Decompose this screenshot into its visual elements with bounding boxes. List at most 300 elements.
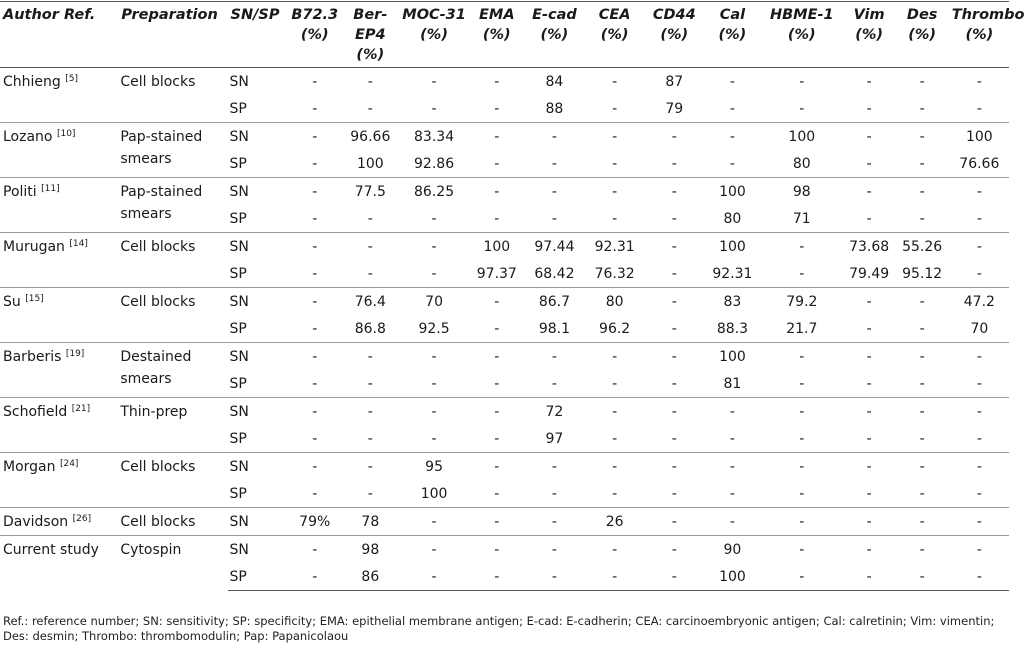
value-cell: - xyxy=(523,343,585,371)
value-cell: - xyxy=(671,321,677,337)
snsp-cell: SN xyxy=(228,123,287,151)
value-cell: - xyxy=(612,376,618,392)
value-cell: - xyxy=(523,563,585,591)
value-cell: - xyxy=(367,74,373,90)
value-cell: - xyxy=(919,376,925,392)
preparation-cell: Pap-stained smears xyxy=(118,178,227,233)
author-cell xyxy=(0,343,118,398)
value-cell: 86.25 xyxy=(398,178,470,206)
value-cell: - xyxy=(671,486,677,502)
author-cell xyxy=(0,536,118,591)
column-header: Des (%) xyxy=(895,2,950,68)
snsp-cell: SP xyxy=(229,431,247,447)
value-cell: - xyxy=(343,233,398,261)
value-cell: - xyxy=(950,398,1009,426)
snsp-cell: SP xyxy=(228,563,287,591)
value-cell: - xyxy=(844,123,895,151)
value-cell: - xyxy=(895,563,950,591)
value-cell: - xyxy=(760,508,844,536)
value-cell: - xyxy=(523,178,585,206)
value-cell: - xyxy=(844,563,895,591)
value-cell: - xyxy=(799,431,805,447)
value-cell: - xyxy=(312,211,318,227)
value-cell: - xyxy=(866,376,872,392)
value-cell: - xyxy=(644,536,705,564)
value-cell: - xyxy=(644,563,705,591)
author-cell xyxy=(0,453,118,508)
value-cell: - xyxy=(844,178,895,206)
author-name: Su xyxy=(3,294,21,310)
value-cell: - xyxy=(919,321,925,337)
value-cell: - xyxy=(470,398,523,426)
value-cell: 100 xyxy=(705,563,760,591)
table-row xyxy=(0,536,1009,564)
value-cell: - xyxy=(287,288,343,316)
value-cell: 97 xyxy=(545,431,564,447)
value-cell: 92.31 xyxy=(586,233,644,261)
value-cell: 95.12 xyxy=(902,266,943,282)
value-cell: 72 xyxy=(523,398,585,426)
author-cell xyxy=(0,288,118,343)
value-cell: 55.26 xyxy=(895,233,950,261)
value-cell: - xyxy=(367,101,373,117)
value-cell: - xyxy=(523,536,585,564)
value-cell: - xyxy=(866,211,872,227)
value-cell: - xyxy=(470,508,523,536)
preparation-cell: Destained smears xyxy=(118,343,227,398)
value-cell: - xyxy=(644,343,705,371)
value-cell: - xyxy=(866,156,872,172)
author-name: Politi xyxy=(3,184,37,200)
value-cell: - xyxy=(287,233,343,261)
value-cell: - xyxy=(919,156,925,172)
value-cell: - xyxy=(398,536,470,564)
value-cell: 80 xyxy=(792,156,811,172)
value-cell: - xyxy=(431,376,437,392)
reference-number: [15] xyxy=(25,294,44,304)
value-cell: - xyxy=(950,343,1009,371)
preparation-cell: Cell blocks xyxy=(118,288,227,343)
value-cell: 79 xyxy=(665,101,684,117)
value-cell: 98 xyxy=(760,178,844,206)
value-cell: - xyxy=(799,486,805,502)
value-cell: - xyxy=(470,536,523,564)
value-cell: - xyxy=(705,123,760,151)
snsp-cell: SP xyxy=(229,321,247,337)
column-header: E-cad (%) xyxy=(523,2,585,68)
snsp-cell: SP xyxy=(229,211,247,227)
value-cell: 92.5 xyxy=(418,321,450,337)
value-cell: 83 xyxy=(705,288,760,316)
value-cell: - xyxy=(976,376,982,392)
value-cell: - xyxy=(729,101,735,117)
column-header: Ber-EP4 (%) xyxy=(343,2,398,68)
snsp-cell: SN xyxy=(228,233,287,261)
value-cell: - xyxy=(367,486,373,502)
value-cell: - xyxy=(844,453,895,481)
value-cell: - xyxy=(760,398,844,426)
value-cell: - xyxy=(671,266,677,282)
value-cell: - xyxy=(367,266,373,282)
snsp-cell: SN xyxy=(228,288,287,316)
value-cell: - xyxy=(312,321,318,337)
table-header xyxy=(0,2,1024,68)
value-cell: - xyxy=(612,156,618,172)
column-header: SN/SP xyxy=(228,2,287,68)
preparation-cell: Cell blocks xyxy=(118,453,227,508)
value-cell: - xyxy=(470,123,523,151)
value-cell: - xyxy=(312,486,318,502)
value-cell: 98.1 xyxy=(538,321,571,337)
value-cell: - xyxy=(919,486,925,502)
value-cell: 88.3 xyxy=(716,321,749,337)
value-cell: - xyxy=(644,453,705,481)
value-cell: - xyxy=(586,563,644,591)
value-cell: 98 xyxy=(343,536,398,564)
value-cell: - xyxy=(343,398,398,426)
author-cell xyxy=(0,178,118,233)
value-cell: - xyxy=(431,266,437,282)
reference-number: [11] xyxy=(41,184,60,194)
value-cell: - xyxy=(470,453,523,481)
column-header: B72.3 (%) xyxy=(287,2,343,68)
table-row xyxy=(0,68,1009,96)
value-cell: - xyxy=(644,178,705,206)
value-cell: 100 xyxy=(356,156,384,172)
value-cell: 100 xyxy=(760,123,844,151)
value-cell: - xyxy=(586,536,644,564)
value-cell: - xyxy=(866,486,872,502)
value-cell: - xyxy=(976,211,982,227)
value-cell: - xyxy=(431,211,437,227)
reference-number: [26] xyxy=(72,514,92,524)
value-cell: 86.8 xyxy=(354,321,386,337)
value-cell: - xyxy=(760,343,844,371)
value-cell: - xyxy=(844,343,895,371)
author-name: Current study xyxy=(3,542,99,558)
value-cell: - xyxy=(705,453,760,481)
value-cell: 76.4 xyxy=(343,288,398,316)
value-cell: - xyxy=(470,178,523,206)
value-cell: - xyxy=(431,101,437,117)
reference-number: [19] xyxy=(65,349,85,359)
author-name: Barberis xyxy=(3,349,62,365)
value-cell: - xyxy=(343,343,398,371)
value-cell: 96.2 xyxy=(599,321,631,337)
snsp-cell: SP xyxy=(229,101,247,117)
value-cell: - xyxy=(729,486,735,502)
value-cell: - xyxy=(895,178,950,206)
value-cell: - xyxy=(976,431,982,447)
preparation-cell: Cell blocks xyxy=(118,508,227,536)
column-header: MOC-31 (%) xyxy=(398,2,470,68)
value-cell: - xyxy=(919,74,925,90)
value-cell: - xyxy=(729,431,735,447)
value-cell: - xyxy=(866,101,872,117)
table-row xyxy=(0,453,1009,481)
value-cell: - xyxy=(866,431,872,447)
table-row xyxy=(0,178,1009,206)
value-cell: - xyxy=(612,211,618,227)
preparation-cell: Cell blocks xyxy=(120,74,196,90)
value-cell: 77.5 xyxy=(343,178,398,206)
value-cell: - xyxy=(367,431,373,447)
value-cell: - xyxy=(523,123,585,151)
table-row xyxy=(0,288,1009,316)
value-cell: - xyxy=(612,431,618,447)
value-cell: - xyxy=(551,156,557,172)
snsp-cell: SN xyxy=(228,536,287,564)
value-cell: - xyxy=(612,74,618,90)
value-cell: - xyxy=(976,266,982,282)
value-cell: 73.68 xyxy=(844,233,895,261)
value-cell: 21.7 xyxy=(786,321,818,337)
value-cell: 80 xyxy=(586,288,644,316)
value-cell: - xyxy=(844,288,895,316)
preparation-cell: Pap-stained smears xyxy=(118,123,227,178)
value-cell: - xyxy=(644,233,705,261)
value-cell: - xyxy=(705,508,760,536)
value-cell: - xyxy=(895,288,950,316)
value-cell: 90 xyxy=(705,536,760,564)
reference-number: [14] xyxy=(69,239,88,249)
value-cell: - xyxy=(494,376,500,392)
value-cell: - xyxy=(950,453,1009,481)
value-cell: - xyxy=(312,74,318,90)
snsp-cell: SP xyxy=(229,156,247,172)
value-cell: 100 xyxy=(705,343,760,371)
value-cell: - xyxy=(551,211,557,227)
snsp-cell: SN xyxy=(229,74,249,90)
column-header: Cal (%) xyxy=(705,2,760,68)
value-cell: - xyxy=(287,536,343,564)
column-header: Author Ref. xyxy=(0,2,118,68)
value-cell: - xyxy=(586,343,644,371)
value-cell: - xyxy=(844,536,895,564)
value-cell: - xyxy=(950,233,1009,261)
value-cell: - xyxy=(895,398,950,426)
author-cell xyxy=(0,123,118,178)
value-cell: - xyxy=(398,233,470,261)
table-footnote: Ref.: reference number; SN: sensitivity; SP: specificity; EMA: epithelial membrane antigen; E-cad: E-cadherin; CEA: carcinoembryonic antigen; Cal: calretinin; Vim: vimentin; Des: desmin; Thrombo: thrombomodulin; Pap: Papanicolaou xyxy=(3,614,995,643)
value-cell: 96.66 xyxy=(343,123,398,151)
snsp-cell: SP xyxy=(229,376,247,392)
value-cell: - xyxy=(494,431,500,447)
value-cell: - xyxy=(729,156,735,172)
value-cell: 86 xyxy=(343,563,398,591)
value-cell: - xyxy=(760,563,844,591)
value-cell: - xyxy=(760,536,844,564)
value-cell: 47.2 xyxy=(950,288,1009,316)
value-cell: - xyxy=(919,211,925,227)
value-cell: - xyxy=(895,453,950,481)
author-cell xyxy=(0,398,118,453)
value-cell: 68.42 xyxy=(534,266,575,282)
value-cell: - xyxy=(976,101,982,117)
table-row xyxy=(0,508,1009,536)
value-cell: - xyxy=(671,376,677,392)
column-header: HBME-1 (%) xyxy=(760,2,844,68)
snsp-cell: SN xyxy=(228,508,287,536)
table-row xyxy=(0,343,1009,371)
value-cell: - xyxy=(799,101,805,117)
value-cell: - xyxy=(950,508,1009,536)
value-cell: 84 xyxy=(545,74,564,90)
immunomarker-table xyxy=(0,1,1024,591)
value-cell: - xyxy=(671,431,677,447)
value-cell: - xyxy=(671,211,677,227)
value-cell: - xyxy=(431,431,437,447)
snsp-cell: SN xyxy=(228,398,287,426)
value-cell: - xyxy=(705,398,760,426)
value-cell: - xyxy=(586,178,644,206)
author-cell xyxy=(0,508,118,536)
value-cell: 80 xyxy=(723,211,742,227)
snsp-cell: SN xyxy=(228,453,287,481)
value-cell: - xyxy=(287,343,343,371)
value-cell: - xyxy=(644,508,705,536)
value-cell: - xyxy=(367,211,373,227)
value-cell: 88 xyxy=(545,101,564,117)
column-header: Thrombo (%) xyxy=(950,2,1009,68)
value-cell: 83.34 xyxy=(398,123,470,151)
value-cell: 79.2 xyxy=(760,288,844,316)
value-cell: - xyxy=(799,74,805,90)
value-cell: - xyxy=(760,233,844,261)
value-cell: - xyxy=(729,74,735,90)
value-cell: 95 xyxy=(398,453,470,481)
value-cell: 92.31 xyxy=(712,266,753,282)
value-cell: - xyxy=(398,343,470,371)
snsp-cell: SP xyxy=(229,486,247,502)
value-cell: - xyxy=(844,508,895,536)
value-cell: - xyxy=(287,123,343,151)
value-cell: - xyxy=(494,211,500,227)
snsp-cell: SN xyxy=(228,178,287,206)
value-cell: - xyxy=(470,343,523,371)
value-cell: 97.37 xyxy=(476,266,517,282)
value-cell: - xyxy=(799,266,805,282)
value-cell: - xyxy=(644,398,705,426)
reference-number: [24] xyxy=(59,459,79,469)
value-cell: 79.49 xyxy=(849,266,890,282)
value-cell: - xyxy=(799,376,805,392)
value-cell: 79% xyxy=(287,508,343,536)
author-name: Murugan xyxy=(3,239,65,255)
value-cell: 100 xyxy=(470,233,523,261)
reference-number: [21] xyxy=(71,404,91,414)
preparation-cell: Cytospin xyxy=(118,536,227,591)
value-cell: 76.66 xyxy=(959,156,1000,172)
value-cell: - xyxy=(895,123,950,151)
value-cell: - xyxy=(644,123,705,151)
author-name: Chhieng xyxy=(3,74,61,90)
value-cell: - xyxy=(612,101,618,117)
value-cell: 71 xyxy=(792,211,811,227)
value-cell: - xyxy=(644,288,705,316)
author-name: Davidson xyxy=(3,514,69,530)
value-cell: - xyxy=(671,156,677,172)
value-cell: - xyxy=(494,74,500,90)
value-cell: - xyxy=(950,178,1009,206)
header-row xyxy=(0,2,1009,68)
value-cell: - xyxy=(895,508,950,536)
value-cell: - xyxy=(612,486,618,502)
value-cell: - xyxy=(470,563,523,591)
author-name: Morgan xyxy=(3,459,56,475)
value-cell: - xyxy=(895,536,950,564)
value-cell: - xyxy=(844,398,895,426)
value-cell: - xyxy=(586,398,644,426)
value-cell: 26 xyxy=(586,508,644,536)
value-cell: - xyxy=(976,486,982,502)
value-cell: - xyxy=(312,101,318,117)
value-cell: - xyxy=(866,321,872,337)
value-cell: - xyxy=(470,288,523,316)
value-cell: - xyxy=(398,563,470,591)
value-cell: - xyxy=(312,156,318,172)
value-cell: 81 xyxy=(723,376,742,392)
reference-number: [5] xyxy=(65,74,78,84)
value-cell: - xyxy=(312,266,318,282)
value-cell: 76.32 xyxy=(594,266,635,282)
value-cell: - xyxy=(586,453,644,481)
value-cell: - xyxy=(494,156,500,172)
value-cell: - xyxy=(866,74,872,90)
column-header: CD44 (%) xyxy=(644,2,705,68)
value-cell: 97.44 xyxy=(523,233,585,261)
author-name: Schofield xyxy=(3,404,68,420)
value-cell: - xyxy=(950,536,1009,564)
value-cell: - xyxy=(287,398,343,426)
table-row xyxy=(0,233,1009,261)
preparation-cell: Thin-prep xyxy=(118,398,227,453)
value-cell: - xyxy=(523,453,585,481)
value-cell: - xyxy=(551,486,557,502)
snsp-cell: SN xyxy=(228,343,287,371)
value-cell: - xyxy=(398,508,470,536)
value-cell: - xyxy=(551,376,557,392)
value-cell: 78 xyxy=(343,508,398,536)
value-cell: 100 xyxy=(420,486,448,502)
reference-number: [10] xyxy=(56,129,76,139)
value-cell: - xyxy=(919,101,925,117)
author-cell xyxy=(0,233,118,288)
value-cell: - xyxy=(367,376,373,392)
value-cell: - xyxy=(523,508,585,536)
value-cell: - xyxy=(312,376,318,392)
author-name: Lozano xyxy=(3,129,53,145)
value-cell: - xyxy=(494,486,500,502)
value-cell: 86.7 xyxy=(523,288,585,316)
table-body xyxy=(0,68,1009,591)
value-cell: 70 xyxy=(398,288,470,316)
table-row xyxy=(0,398,1009,426)
preparation-cell: Cell blocks xyxy=(118,233,227,288)
value-cell: 87 xyxy=(665,74,684,90)
value-cell: 100 xyxy=(705,233,760,261)
value-cell: 100 xyxy=(950,123,1009,151)
value-cell: - xyxy=(760,453,844,481)
value-cell: - xyxy=(494,101,500,117)
value-cell: - xyxy=(312,431,318,447)
value-cell: - xyxy=(494,321,500,337)
value-cell: - xyxy=(895,343,950,371)
value-cell: - xyxy=(431,74,437,90)
value-cell: - xyxy=(287,453,343,481)
author-cell xyxy=(0,68,118,123)
value-cell: 70 xyxy=(970,321,989,337)
